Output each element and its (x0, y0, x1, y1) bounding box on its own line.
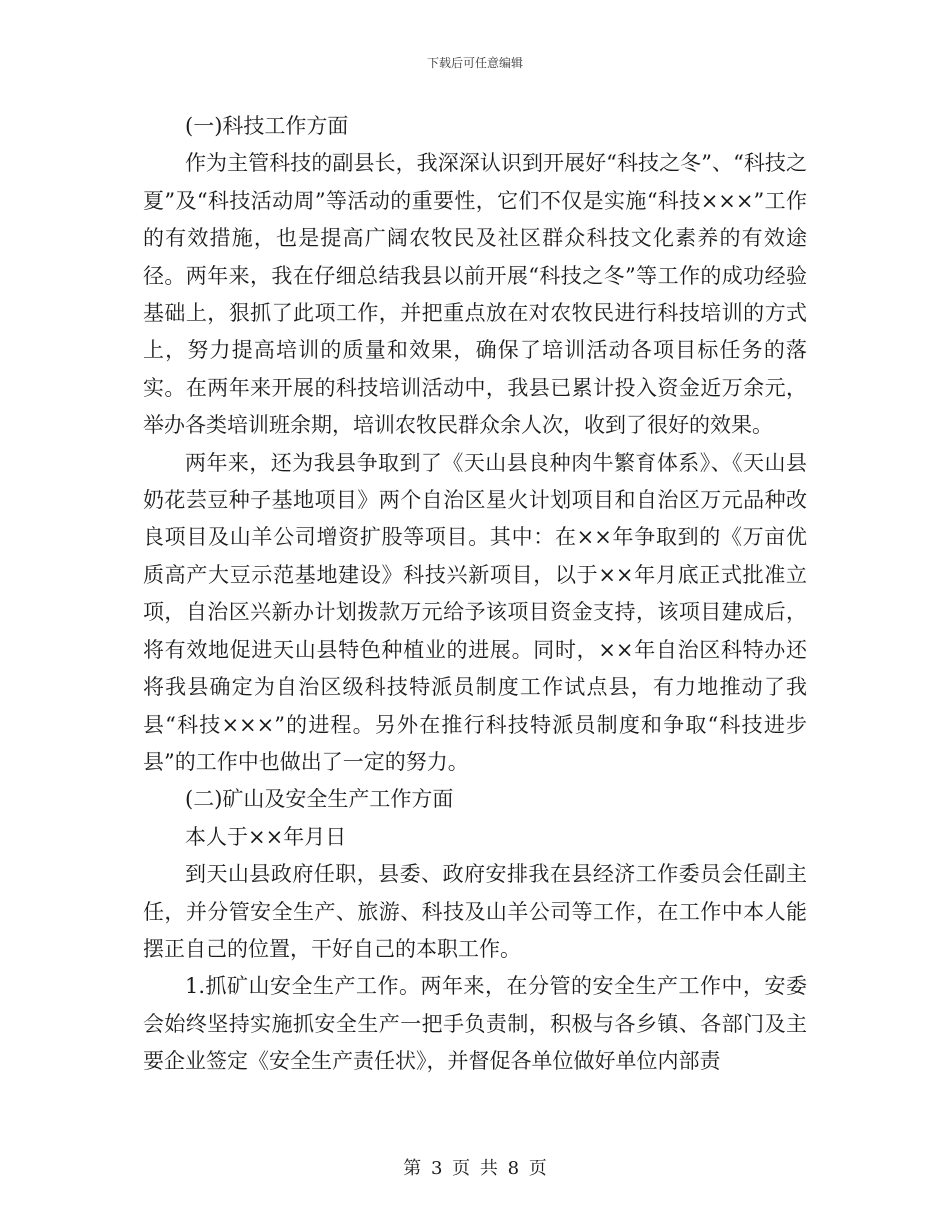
document-body (143, 108, 807, 1081)
page-number-footer: 第 3 页 共 8 页 (403, 1158, 547, 1179)
paragraph-tech-activities: 作为主管科技的副县长，我深深认识到开展好“科技之冬”、“科技之夏”及“科技活动周”等活动的重要性，它们不仅是实施“科技×××”工作的有效措施，也是提高广阔农牧民及社区群众科技文化素养的有效途径。两年来，我在仔细总结我县以前开展“科技之冬”等工作的成功经验基础上，狠抓了此项工作，并把重点放在对农牧民进行科技培训的方式上，努力提高培训的质量和效果，确保了培训活动各项目标任务的落实。在两年来开展的科技培训活动中，我县已累计投入资金近万余元，举办各类培训班余期，培训农牧民群众余人次，收到了很好的效果。 (143, 151, 807, 438)
paragraph-mining-safety-work: 1.抓矿山安全生产工作。两年来，在分管的安全生产工作中，安委会始终坚持实施抓安全生产一把手负责制，积极与各乡镇、各部门及主要企业签定《安全生产责任状》，并督促各单位做好单位内部责 (143, 974, 807, 1074)
paragraph-tech-projects: 两年来，还为我县争取到了《天山县良种肉牛繁育体系》、《天山县奶花芸豆种子基地项目》两个自治区星火计划项目和自治区万元品种改良项目及山羊公司增资扩股等项目。其中：在××年争取到的《万亩优质高产大豆示范基地建设》科技兴新项目，以于××年月底正式批准立项，自治区兴新办计划拨款万元给予该项目资金支持，该项目建成后，将有效地促进天山县特色种植业的进展。同时，××年自治区科特办还将我县确定为自治区级科技特派员制度工作试点县，有力地推动了我县“科技×××”的进程。另外在推行科技特派员制度和争取“科技进步县”的工作中也做出了一定的努力。 (143, 450, 807, 774)
paragraph-appointment-date: 本人于××年月日 (185, 824, 347, 849)
page-header-note: 下载后可任意编辑 (426, 56, 523, 70)
section-heading-mining-safety: (二)矿山及安全生产工作方面 (185, 787, 454, 812)
section-heading-tech: (一)科技工作方面 (185, 114, 349, 138)
paragraph-appointment-duties: 到天山县政府任职，县委、政府安排我在县经济工作委员会任副主任，并分管安全生产、旅游、科技及山羊公司等工作，在工作中本人能摆正自己的位置，干好自己的本职工作。 (143, 862, 807, 961)
